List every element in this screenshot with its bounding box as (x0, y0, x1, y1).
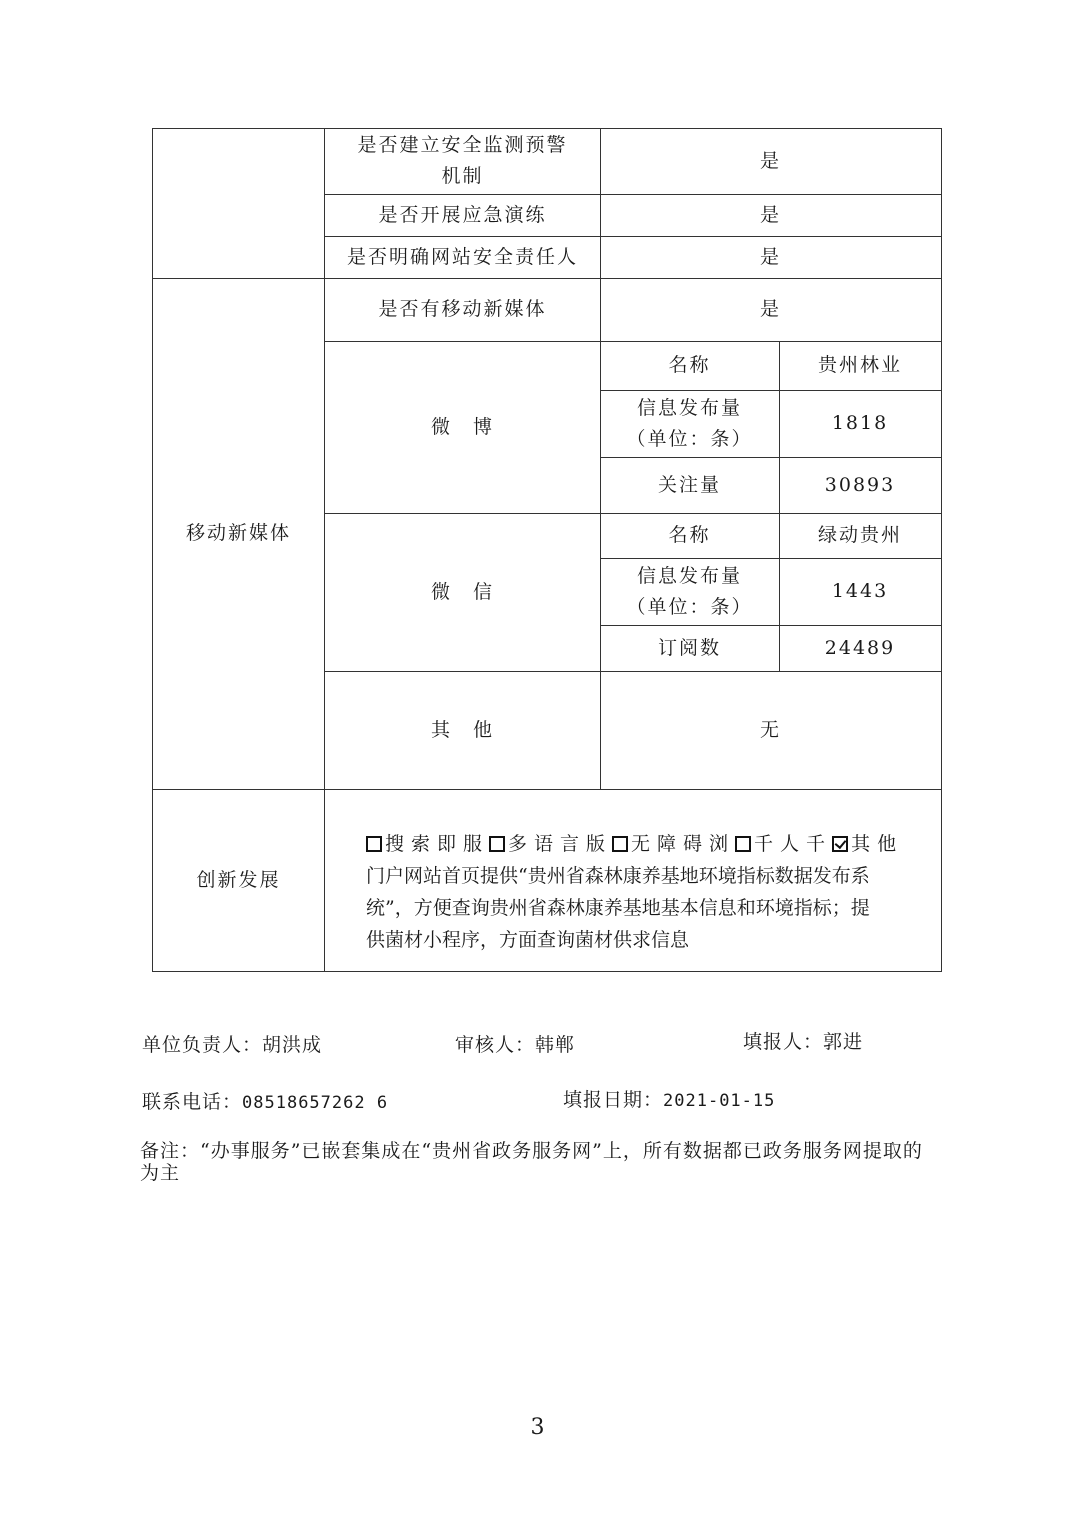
innovation-section-label: 创新发展 (196, 868, 281, 891)
innovation-description-line-1: 门户网站首页提供“贵州省森林康养基地环境指标数据发布系 (366, 865, 870, 887)
fill-date: 填报日期：2021-01-15 (563, 1089, 776, 1111)
wechat-name-value: 绿动贵州 (817, 524, 902, 546)
weibo-label: 微 博 (430, 415, 494, 438)
remark: 备注：“办事服务”已嵌套集成在“贵州省政务服务网”上，所有数据都已政务服务网提取的为主 (140, 1140, 923, 1184)
weibo-followers-value: 30893 (824, 473, 896, 496)
checkbox-icon (366, 836, 382, 852)
phone-number: 08518657262 6 (242, 1093, 389, 1113)
option-accessibility[interactable]: 无障碍浏 (612, 828, 735, 860)
checkbox-icon (735, 836, 751, 852)
date-value: 2021-01-15 (663, 1091, 776, 1111)
officer-label: 是否明确网站安全责任人 (346, 245, 578, 268)
option-other[interactable]: 其他 (832, 828, 903, 860)
contact-phone: 联系电话：08518657262 6 (142, 1091, 389, 1113)
wechat-subs-value: 24489 (824, 636, 896, 659)
weibo-posts-label: 信息发布量（单位：条） (626, 396, 753, 450)
weibo-followers-label: 关注量 (657, 473, 721, 496)
page-number: 3 (530, 1415, 545, 1440)
checkbox-icon (489, 836, 505, 852)
other-label: 其 他 (430, 718, 494, 741)
has-media-label: 是否有移动新媒体 (378, 298, 547, 320)
monitoring-label: 是否建立安全监测预警机制 (357, 134, 568, 187)
option-personalized[interactable]: 千人千 (735, 828, 832, 860)
other-value: 无 (759, 718, 781, 741)
checkbox-checked-icon (832, 836, 848, 852)
innovation-options (366, 828, 938, 860)
checkbox-icon (612, 836, 628, 852)
has-media-value: 是 (759, 298, 781, 320)
innovation-description-line-2: 统”，方便查询贵州省森林康养基地基本信息和环境指标；提 (366, 897, 870, 919)
wechat-posts-label: 信息发布量（单位：条） (626, 564, 753, 618)
wechat-posts-value: 1443 (831, 580, 889, 602)
weibo-posts-value: 1818 (831, 412, 889, 434)
officer-value: 是 (759, 245, 781, 268)
wechat-label: 微 信 (430, 580, 494, 603)
media-section-label: 移动新媒体 (185, 522, 291, 544)
innovation-content (366, 828, 938, 956)
filler: 填报人：郭进 (743, 1031, 864, 1053)
innovation-description-line-3: 供菌材小程序，方面查询菌材供求信息 (366, 929, 690, 951)
drill-label: 是否开展应急演练 (378, 203, 547, 226)
unit-head: 单位负责人：胡洪成 (142, 1034, 323, 1056)
monitoring-value: 是 (759, 149, 781, 172)
option-search-service[interactable]: 搜索即服 (366, 828, 489, 860)
drill-value: 是 (759, 203, 781, 226)
wechat-subs-label: 订阅数 (657, 636, 721, 659)
option-multilingual[interactable]: 多语言版 (489, 828, 612, 860)
reviewer: 审核人：韩郸 (455, 1034, 576, 1056)
weibo-name-value: 贵州林业 (817, 354, 902, 376)
wechat-name-label: 名称 (668, 524, 711, 546)
weibo-name-label: 名称 (668, 354, 711, 376)
